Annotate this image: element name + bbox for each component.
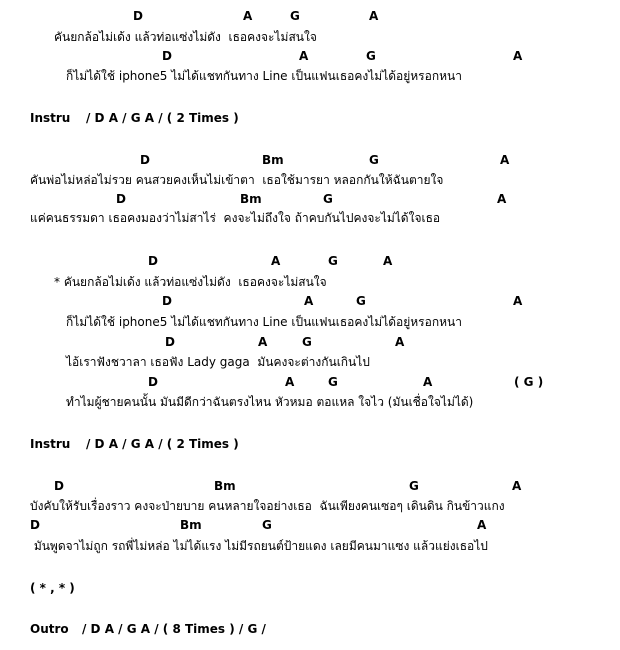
chord: G bbox=[366, 49, 376, 63]
lyric-text: ไอ้เราฟังชวาลา เธอฟัง Lady gaga มันคงจะต่างกันเกินไป bbox=[66, 355, 370, 369]
chord: D bbox=[162, 49, 172, 63]
chord: Bm bbox=[214, 479, 236, 493]
lyric-text: ทำไมผู้ชายคนนั้น มันมีดีกว่าฉันตรงไหน หัวหมอ ตอแหล ใจไว (มันเชื่อใจไม่ได้) bbox=[66, 395, 474, 409]
chord: D bbox=[148, 375, 158, 389]
chord-pattern: / D A / G A / ( 2 Times ) bbox=[86, 437, 239, 451]
verse1-chord-line-2 bbox=[0, 47, 620, 65]
verse1-lyric-line-1 bbox=[0, 28, 620, 46]
chord: A bbox=[500, 153, 510, 167]
chord: ( G ) bbox=[514, 375, 544, 389]
lyric-text: * คันยกล้อไม่เด้ง แล้วท่อแซ่งไม่ดัง เธอคงจะไม่สนใจ bbox=[54, 275, 327, 289]
chord: Bm bbox=[180, 518, 202, 532]
chord: A bbox=[512, 479, 522, 493]
chord: Bm bbox=[240, 192, 262, 206]
chorus-chord-line-4 bbox=[0, 373, 620, 391]
lyric-text: คันพ่อไม่หล่อไม่รวย คนสวยคงเห็นไม่เข้าตา เธอใช้มารยา หลอกกันให้ฉันตายใจ bbox=[30, 173, 444, 187]
verse2-chord-line-1 bbox=[0, 151, 620, 169]
lyric-text: ก็ไม่ได้ใช้ iphone5 ไม่ได้แชทกันทาง Line เป็นแฟนเธอคงไม่ได้อยู่หรอกหนา bbox=[66, 315, 462, 329]
chord: G bbox=[409, 479, 419, 493]
repeat-line bbox=[0, 579, 620, 597]
chord: G bbox=[328, 375, 338, 389]
chord: G bbox=[328, 254, 338, 268]
chord: A bbox=[497, 192, 507, 206]
chord: A bbox=[258, 335, 268, 349]
chord: D bbox=[30, 518, 40, 532]
bridge-lyric-line-1 bbox=[0, 497, 620, 515]
chord: G bbox=[323, 192, 333, 206]
chord: D bbox=[148, 254, 158, 268]
chorus-lyric-line-4 bbox=[0, 393, 620, 411]
instru-line-2 bbox=[0, 435, 620, 453]
chord: A bbox=[243, 9, 253, 23]
chord: A bbox=[383, 254, 393, 268]
chorus-chord-line-2 bbox=[0, 292, 620, 310]
chord: D bbox=[116, 192, 126, 206]
section-label: Outro bbox=[30, 622, 69, 636]
chord: A bbox=[271, 254, 281, 268]
chord: D bbox=[140, 153, 150, 167]
lyric-text: บังคับให้รับเรื่องราว คงจะป่ายบาย คนหลายใจอย่างเธอ ฉันเพียงคนเซอๆ เดินดิน กินข้าวแกง bbox=[30, 499, 505, 513]
bridge-chord-line-2 bbox=[0, 516, 620, 534]
chord: A bbox=[304, 294, 314, 308]
chord: G bbox=[369, 153, 379, 167]
chord: D bbox=[54, 479, 64, 493]
chord: G bbox=[302, 335, 312, 349]
lyric-text: มันพูดจาไม่ถูก รถพี่ไม่หล่อ ไม่ได้แรง ไม่มีรถยนต์ป้ายแดง เลยมีคนมาแซง แล้วแย่งเธอไป bbox=[30, 539, 488, 553]
chord: D bbox=[133, 9, 143, 23]
chorus-lyric-line-2 bbox=[0, 313, 620, 331]
verse2-lyric-line-1 bbox=[0, 171, 620, 189]
verse2-lyric-line-2 bbox=[0, 209, 620, 227]
chord: A bbox=[395, 335, 405, 349]
outro-line bbox=[0, 620, 620, 638]
repeat-marker: ( * , * ) bbox=[30, 581, 75, 595]
chorus-chord-line-1 bbox=[0, 252, 620, 270]
verse1-chord-line-1 bbox=[0, 7, 620, 25]
bridge-chord-line-1 bbox=[0, 477, 620, 495]
chord: A bbox=[477, 518, 487, 532]
chord: D bbox=[165, 335, 175, 349]
chorus-lyric-line-3 bbox=[0, 353, 620, 371]
chord: A bbox=[513, 294, 523, 308]
chord: G bbox=[290, 9, 300, 23]
chorus-lyric-line-1 bbox=[0, 273, 620, 291]
verse2-chord-line-2 bbox=[0, 190, 620, 208]
chord: A bbox=[513, 49, 523, 63]
chord: D bbox=[162, 294, 172, 308]
verse1-lyric-line-2 bbox=[0, 67, 620, 85]
chord: A bbox=[369, 9, 379, 23]
chord: A bbox=[285, 375, 295, 389]
lyric-text: แค่คนธรรมดา เธอคงมองว่าไม่สาไร่ คงจะไม่ถึงใจ ถ้าคบกันไปคงจะไม่ได้ใจเธอ bbox=[30, 211, 441, 225]
chord: A bbox=[299, 49, 309, 63]
lyric-text: ก็ไม่ได้ใช้ iphone5 ไม่ได้แชทกันทาง Line เป็นแฟนเธอคงไม่ได้อยู่หรอกหนา bbox=[66, 69, 462, 83]
bridge-lyric-line-2 bbox=[0, 537, 620, 555]
chord-pattern: / D A / G A / ( 8 Times ) / G / bbox=[82, 622, 266, 636]
chord: Bm bbox=[262, 153, 284, 167]
chord: G bbox=[262, 518, 272, 532]
chord: A bbox=[423, 375, 433, 389]
chorus-chord-line-3 bbox=[0, 333, 620, 351]
section-label: Instru bbox=[30, 111, 71, 125]
instru-line-1 bbox=[0, 109, 620, 127]
chord-pattern: / D A / G A / ( 2 Times ) bbox=[86, 111, 239, 125]
section-label: Instru bbox=[30, 437, 71, 451]
chord: G bbox=[356, 294, 366, 308]
lyric-text: คันยกล้อไม่เด้ง แล้วท่อแซ่งไม่ดัง เธอคงจะไม่สนใจ bbox=[54, 30, 317, 44]
